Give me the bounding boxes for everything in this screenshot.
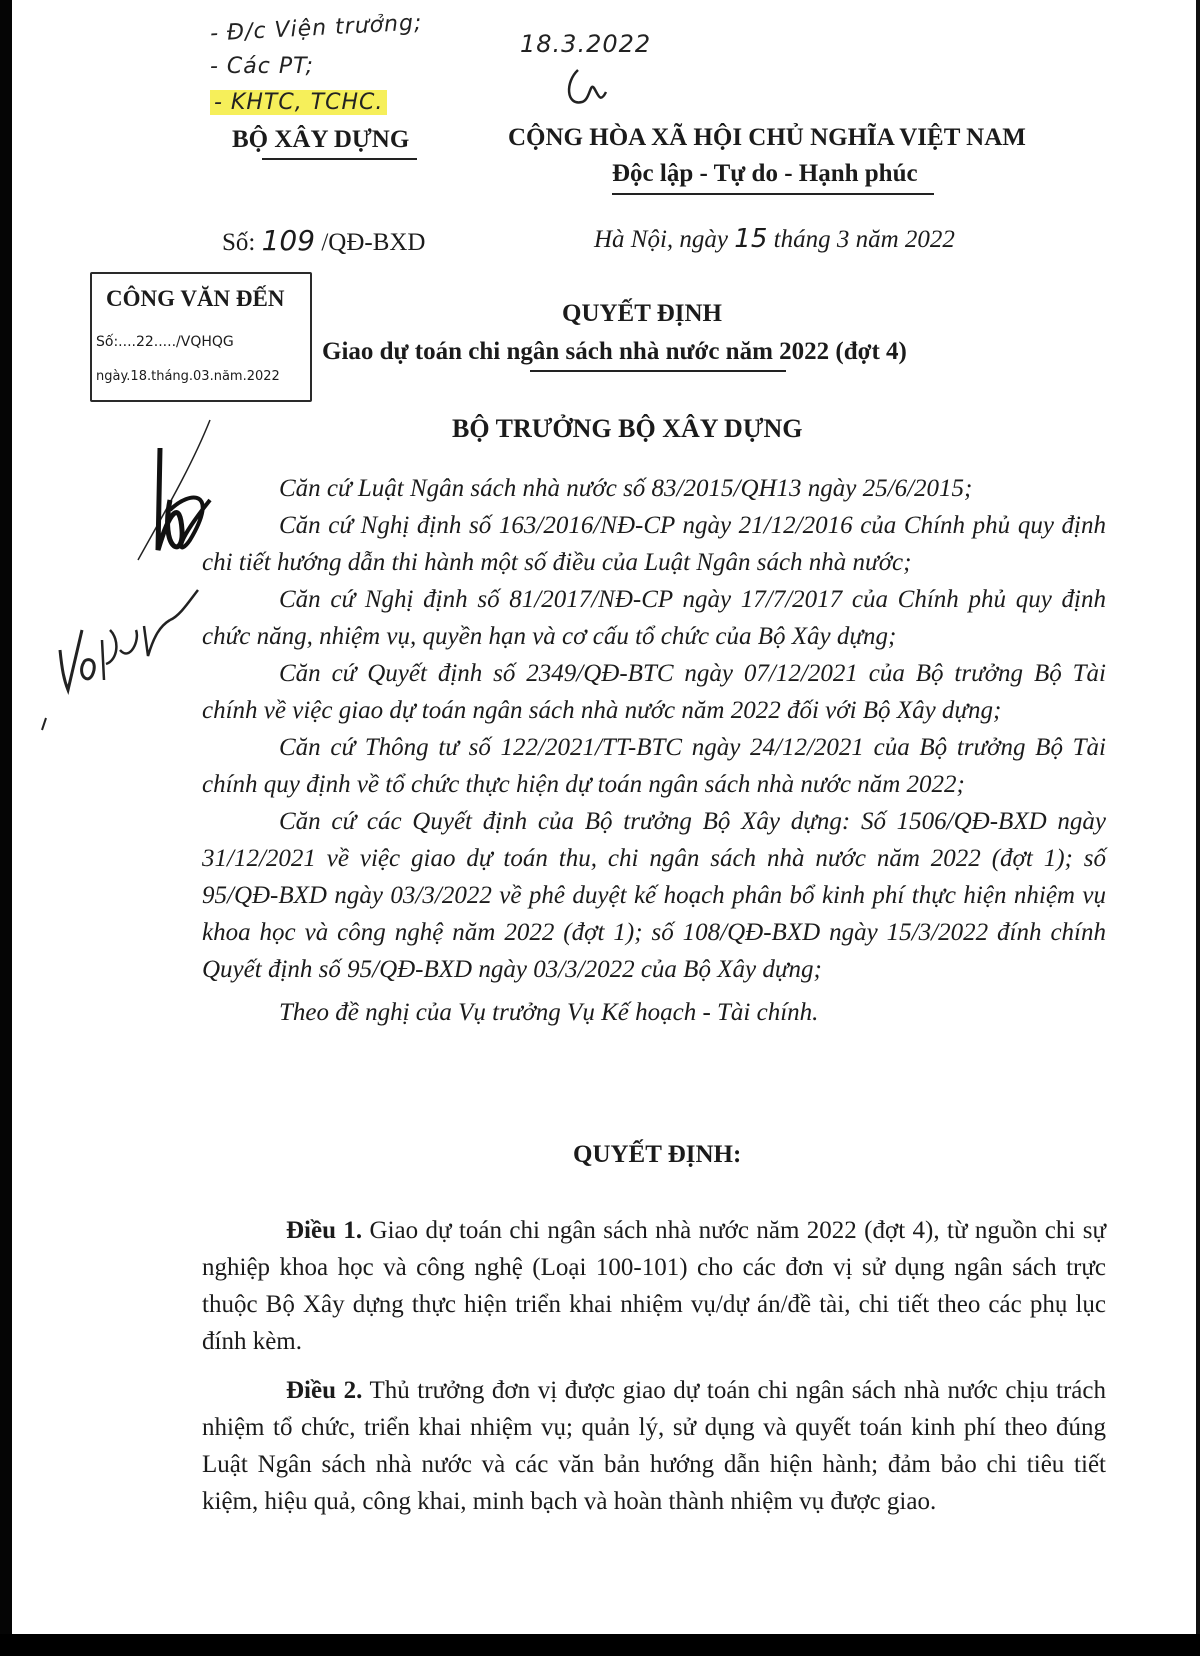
article-2-label: Điều 2. [286,1377,363,1404]
basis-paragraph: Căn cứ Nghị định số 81/2017/NĐ-CP ngày 17/7/2017 của Chính phủ quy định chức năng, nhiệm vụ, quyền hạn và cơ cấu tổ chức của Bộ Xây dựng; [202,586,1106,650]
article-1 [202,1212,1106,1360]
agency-underline [262,158,417,160]
basis-paragraph: Căn cứ Nghị định số 163/2016/NĐ-CP ngày 21/12/2016 của Chính phủ quy định chi tiết hướng dẫn thi hành một số điều của Luật Ngân sách nhà nước; [202,512,1106,576]
legal-basis-section [202,470,1106,1031]
handwritten-initials [560,62,620,112]
article-2 [202,1372,1106,1520]
national-title: CỘNG HÒA XÃ HỘI CHỦ NGHĨA VIỆT NAM [508,124,1026,151]
handwritten-recipient-3-text: - KHTC, TCHC. [210,90,387,115]
document-number [222,224,425,257]
issuer-heading: BỘ TRƯỞNG BỘ XÂY DỰNG [452,414,803,443]
basis-paragraph: Căn cứ Luật Ngân sách nhà nước số 83/2015/QH13 ngày 25/6/2015; [279,475,973,502]
stamp-date-line: ngày.18.tháng.03.năm.2022 [96,369,280,384]
document-number-suffix: /QĐ-BXD [315,229,426,256]
scan-edge-bottom [0,1634,1200,1656]
articles-section [202,1212,1106,1532]
article-1-label: Điều 1. [286,1217,363,1244]
document-title: QUYẾT ĐỊNH [562,300,722,327]
document-number-prefix: Số: [222,229,262,256]
scan-edge-left [0,0,12,1656]
basis-paragraph: Theo đề nghị của Vụ trưởng Vụ Kế hoạch - Tài chính. [279,999,819,1026]
handwritten-recipient-1: - Đ/c Viện trưởng; [209,10,424,47]
document-number-value: 109 [261,224,316,257]
place-date-suffix: tháng 3 năm 2022 [767,226,955,253]
decision-heading: QUYẾT ĐỊNH: [573,1141,742,1168]
stamp-title: CÔNG VĂN ĐẾN [106,286,285,311]
handwritten-recipient-2: - Các PT; [210,54,314,79]
incoming-document-stamp [90,272,312,402]
basis-paragraph: Căn cứ Quyết định số 2349/QĐ-BTC ngày 07/12/2021 của Bộ trưởng Bộ Tài chính về việc giao dự toán ngân sách nhà nước năm 2022 đối với Bộ Xây dựng; [202,660,1106,724]
issuing-agency: BỘ XÂY DỰNG [232,126,410,153]
article-2-text: Thủ trưởng đơn vị được giao dự toán chi ngân sách nhà nước chịu trách nhiệm tổ chức, triển khai nhiệm vụ; quản lý, sử dụng và quyết toán kinh phí theo đúng Luật Ngân sách nhà nước và các văn bản hướng dẫn hiện hành; đảm bảo chi tiêu tiết kiệm, hiệu quả, công khai, minh bạch và hoàn thành nhiệm vụ được giao. [202,1377,1106,1515]
handwritten-recipient-3 [210,90,387,115]
place-date-prefix: Hà Nội, ngày [594,226,735,253]
basis-paragraph: Căn cứ Thông tư số 122/2021/TT-BTC ngày 24/12/2021 của Bộ trưởng Bộ Tài chính quy định về tổ chức thực hiện dự toán ngân sách nhà nước năm 2022; [202,734,1106,798]
motto-underline [612,193,934,195]
article-1-text: Giao dự toán chi ngân sách nhà nước năm 2022 (đợt 4), từ nguồn chi sự nghiệp khoa học và công nghệ (Loại 100-101) cho các đơn vị sử dụng ngân sách trực thuộc Bộ Xây dựng thực hiện triển khai nhiệm vụ/dự án/đề tài, chi tiết theo các phụ lục đính kèm. [202,1217,1106,1355]
place-date-day: 15 [734,224,768,254]
place-and-date [594,224,955,254]
document-subtitle: Giao dự toán chi ngân sách nhà nước năm 2022 (đợt 4) [322,338,907,365]
subtitle-underline [530,370,786,372]
basis-paragraph: Căn cứ các Quyết định của Bộ trưởng Bộ Xây dựng: Số 1506/QĐ-BXD ngày 31/12/2021 về việc giao dự toán thu, chi ngân sách nhà nước năm 2022 (đợt 1); số 95/QĐ-BXD ngày 03/3/2022 về phê duyệt kế hoạch phân bổ kinh phí thực hiện nhiệm vụ khoa học và công nghệ năm 2022 (đợt 1); số 108/QĐ-BXD ngày 15/3/2022 đính chính Quyết định số 95/QĐ-BXD ngày 03/3/2022 của Bộ Xây dựng; [202,808,1106,983]
stamp-number-line: Số:....22...../VQHQG [96,334,234,350]
scan-edge-right [1196,0,1200,1656]
national-motto: Độc lập - Tự do - Hạnh phúc [612,160,918,187]
handwritten-received-date: 18.3.2022 [520,30,652,58]
